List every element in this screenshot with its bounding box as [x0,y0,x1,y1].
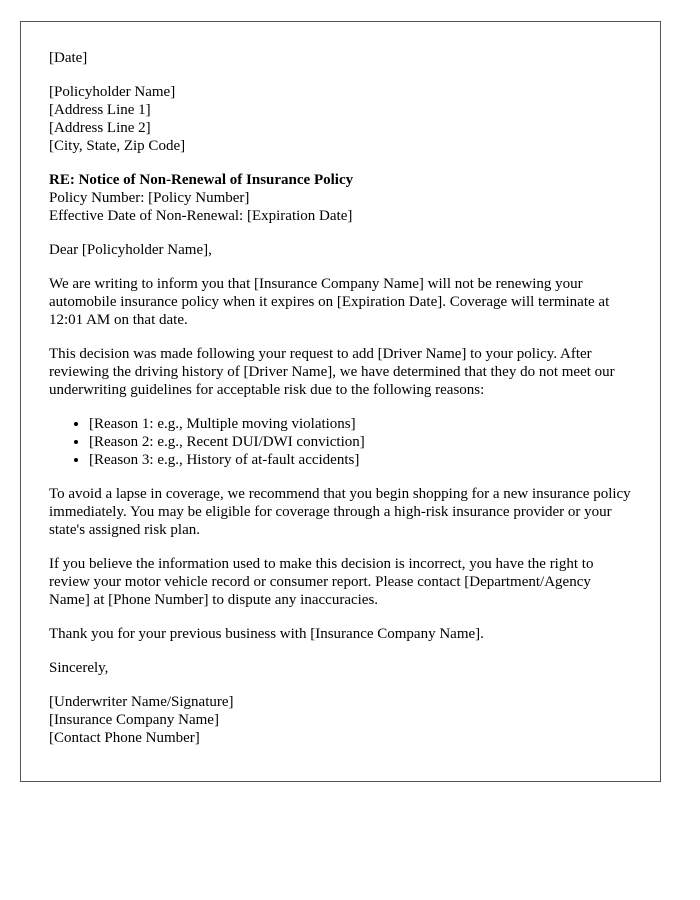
paragraph-decision-reason: This decision was made following your request to add [Driver Name] to your policy. After reviewing the driving history of [Driver Name], we have determined that they do not meet our underwriting guidelines for acceptable risk due to the following reasons: [49,346,615,398]
paragraph-dispute-rights: If you believe the information used to make this decision is incorrect, you have the right to review your motor vehicle record or consumer report. Please contact [Department/Agency Name] at [Phone Number] to dispute any inaccuracies. [49,556,594,608]
re-subject: RE: Notice of Non-Renewal of Insurance Policy [49,172,354,188]
reason-item-1: • [Reason 1: e.g., Multiple moving violations] [89,415,632,433]
letter-date-block [49,49,632,67]
recipient-address-block [49,83,632,155]
signature-block [49,693,632,747]
salutation: Dear [Policyholder Name], [49,242,212,258]
reason-item-3: • [Reason 3: e.g., History of at-fault accidents] [89,451,632,469]
closing: Sincerely, [49,660,109,676]
signature-name: [Underwriter Name/Signature] [49,694,234,710]
reference-block [49,171,632,225]
paragraph-recommendation: To avoid a lapse in coverage, we recommend that you begin shopping for a new insurance policy immediately. You may be eligible for coverage through a high-risk insurance provider or your state's assigned risk plan. [49,486,631,538]
recipient-city-state-zip: [City, State, Zip Code] [49,138,186,154]
letter-date: [Date] [49,50,88,66]
signature-company: [Insurance Company Name] [49,712,219,728]
recipient-name: [Policyholder Name] [49,84,176,100]
policy-number: Policy Number: [Policy Number] [49,190,250,206]
paragraph-thank-you: Thank you for your previous business with [Insurance Company Name]. [49,626,484,642]
paragraph-non-renewal-notice: We are writing to inform you that [Insurance Company Name] will not be renewing your automobile insurance policy when it expires on [Expiration Date]. Coverage will terminate at 12:01 AM on that date. [49,276,610,328]
reason-item-2: • [Reason 2: e.g., Recent DUI/DWI conviction] [89,433,632,451]
effective-date: Effective Date of Non-Renewal: [Expiration Date] [49,208,353,224]
letter-page [20,21,661,782]
recipient-address-line-1: [Address Line 1] [49,102,151,118]
recipient-address-line-2: [Address Line 2] [49,120,151,136]
reasons-list [49,415,632,469]
signature-phone: [Contact Phone Number] [49,730,200,746]
